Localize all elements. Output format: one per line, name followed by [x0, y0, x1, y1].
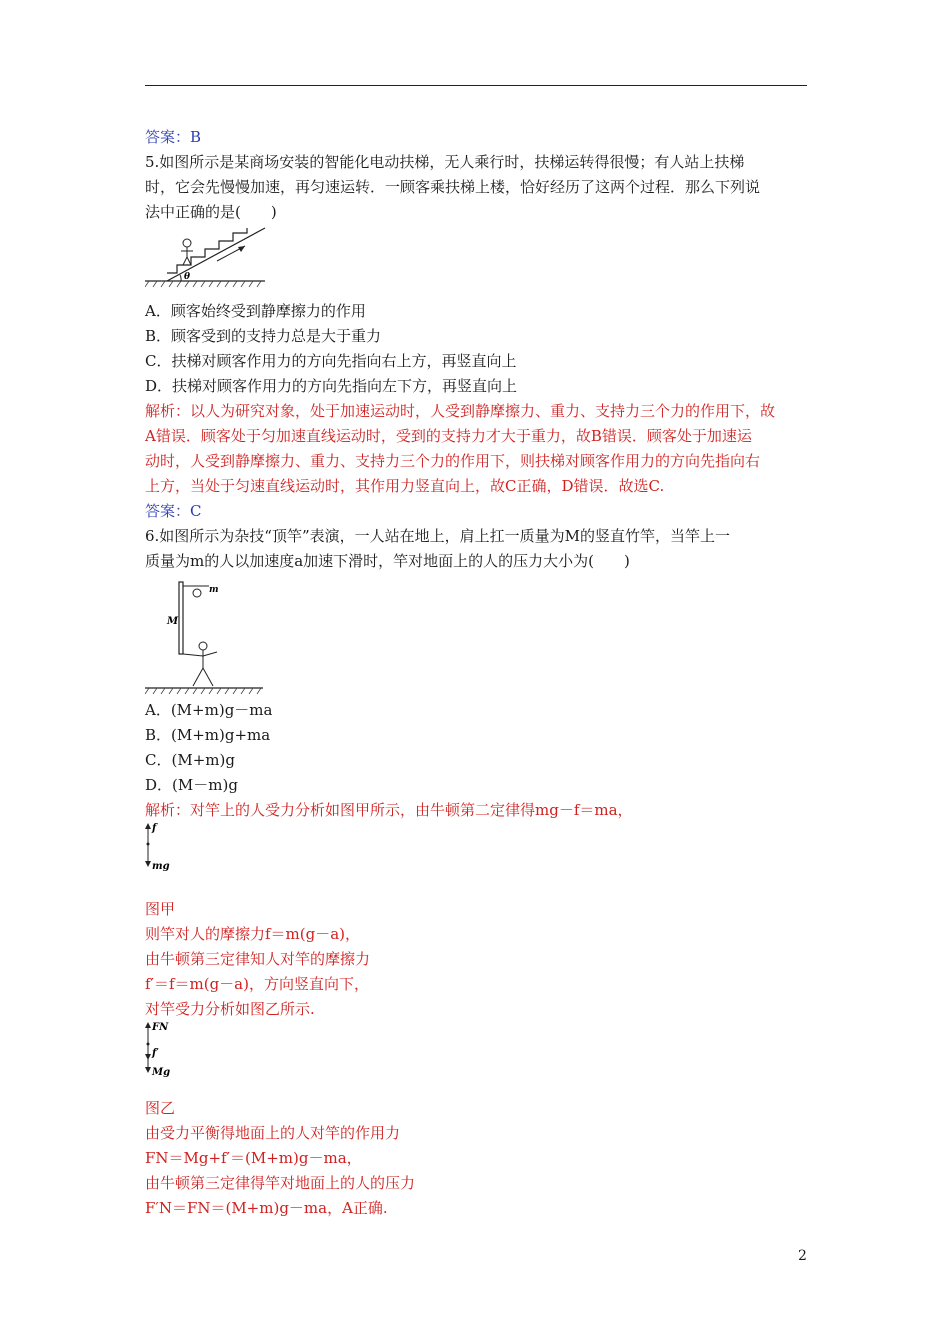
q6-line-1: 6.如图所示为杂技“顶竿”表演，一人站在地上，肩上扛一质量为M的竖直竹竿，当竿上一 — [145, 527, 731, 545]
label-m: m — [209, 585, 219, 595]
force-diagram-yi — [140, 1018, 200, 1080]
yi-f-label: f′ — [152, 1048, 159, 1059]
q5-analysis-1: 解析：以人为研究对象，处于加速运动时，人受到静摩擦力、重力、支持力三个力的作用下，故 — [145, 402, 776, 420]
q6-step-7: 由牛顿第三定律得竿对地面上的人的压力 — [145, 1174, 416, 1192]
header-rule — [145, 85, 807, 86]
caption-yi: 图乙 — [145, 1099, 176, 1117]
q5-option-d: D．扶梯对顾客作用力的方向先指向左下方，再竖直向上 — [145, 377, 518, 395]
yi-fn-label: FN — [152, 1022, 169, 1033]
q6-option-a: A．(M+m)g－ma — [145, 701, 273, 719]
q5-answer: 答案：C — [145, 502, 202, 520]
escalator-figure — [145, 225, 295, 290]
page-number: 2 — [798, 1248, 807, 1264]
q5-analysis-3: 动时，人受到静摩擦力、重力、支持力三个力的作用下，则扶梯对顾客作用力的方向先指向右 — [145, 452, 761, 470]
q5-line-1: 5.如图所示是某商场安装的智能化电动扶梯，无人乘行时，扶梯运转得很慢；有人站上扶梯 — [145, 153, 745, 171]
force-diagram-jia — [140, 820, 200, 878]
q6-line-2: 质量为m的人以加速度a加速下滑时，竿对地面上的人的压力大小为( ) — [145, 552, 630, 570]
q6-option-c: C．(M+m)g — [145, 751, 235, 769]
q5-option-c: C．扶梯对顾客作用力的方向先指向右上方，再竖直向上 — [145, 352, 517, 370]
yi-mg-label: Mg — [152, 1067, 171, 1078]
q6-step-4: 对竿受力分析如图乙所示. — [145, 1000, 315, 1018]
caption-jia: 图甲 — [145, 900, 176, 918]
label-M: M — [167, 616, 179, 627]
q6-step-2: 由牛顿第三定律知人对竿的摩擦力 — [145, 950, 371, 968]
q6-step-6: FN＝Mg+f′＝(M+m)g－ma， — [145, 1149, 362, 1167]
answer-b: 答案：B — [145, 128, 202, 146]
jia-mg-label: mg — [152, 861, 170, 872]
pole-figure — [145, 576, 265, 696]
q6-option-b: B．(M+m)g+ma — [145, 726, 271, 744]
q5-option-b: B．顾客受到的支持力总是大于重力 — [145, 327, 382, 345]
theta-label: θ — [184, 272, 191, 282]
q5-analysis-2: A错误．顾客处于匀加速直线运动时，受到的支持力才大于重力，故B错误．顾客处于加速运 — [145, 427, 752, 445]
jia-f-label: f — [152, 823, 157, 834]
q6-step-1: 则竿对人的摩擦力f＝m(g－a)， — [145, 925, 361, 943]
q5-line-3: 法中正确的是( ) — [145, 203, 277, 221]
q6-analysis-first: 解析：对竿上的人受力分析如图甲所示，由牛顿第二定律得mg－f＝ma， — [145, 801, 633, 819]
q5-option-a: A．顾客始终受到静摩擦力的作用 — [145, 302, 366, 320]
q6-step-5: 由受力平衡得地面上的人对竿的作用力 — [145, 1124, 401, 1142]
q6-step-3: f′＝f＝m(g－a)，方向竖直向下， — [145, 975, 369, 993]
q6-option-d: D．(M－m)g — [145, 776, 238, 794]
q6-step-8: F′N＝FN＝(M+m)g－ma，A正确. — [145, 1199, 388, 1217]
q5-line-2: 时，它会先慢慢加速，再匀速运转．一顾客乘扶梯上楼，恰好经历了这两个过程．那么下列说 — [145, 178, 761, 196]
q5-analysis-4: 上方，当处于匀速直线运动时，其作用力竖直向上，故C正确，D错误．故选C. — [145, 477, 665, 495]
